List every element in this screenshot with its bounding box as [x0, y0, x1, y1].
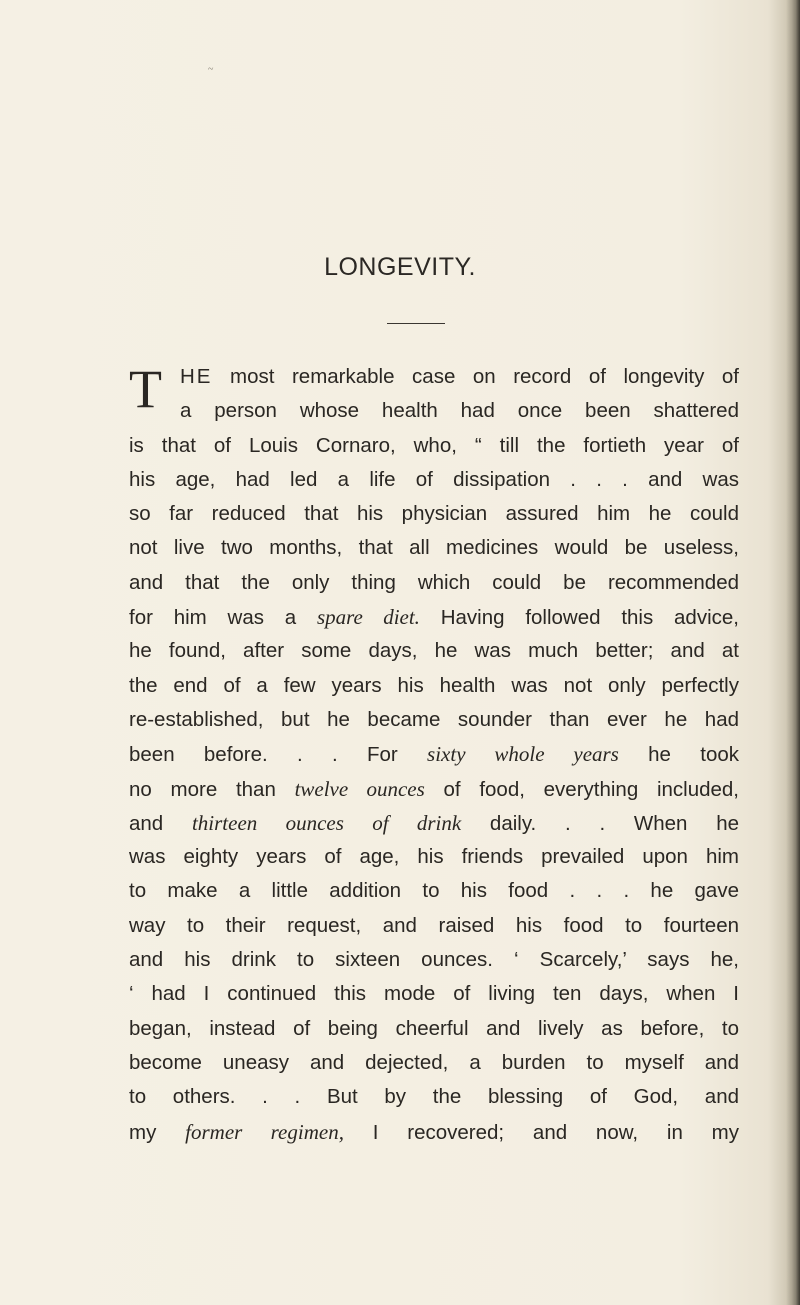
text-run: is that of Louis Cornaro, who, “ till the fortieth year of — [129, 433, 739, 457]
title-rule — [387, 323, 445, 324]
text-run: become uneasy and dejected, a burden to myself and — [129, 1050, 739, 1074]
text-line — [129, 394, 739, 428]
text-line — [129, 600, 739, 634]
text-run: to make a little addition to his food . . . he gave — [129, 879, 739, 903]
text-run: of food, everything included, — [424, 777, 739, 801]
text-line — [129, 669, 739, 703]
body-text — [129, 360, 739, 1149]
text-line — [129, 360, 739, 394]
text-run: ‘ had I continued this mode of living ten days, when I — [129, 982, 739, 1006]
text-run: re-established, but he became sounder than ever he had — [129, 707, 739, 731]
text-line — [129, 566, 739, 600]
text-line — [129, 703, 739, 737]
running-head: LONGEVITY. — [324, 253, 476, 281]
text-run: HE — [180, 365, 213, 388]
text-line — [129, 463, 739, 497]
text-run: been before. . . For — [129, 743, 428, 767]
text-line — [129, 806, 739, 840]
text-line — [129, 1115, 739, 1149]
text-run: and his drink to sixteen ounces. ‘ Scarcely,’ says he, — [129, 948, 739, 972]
text-run: no more than — [129, 777, 295, 801]
italic-phrase: spare diet. — [316, 605, 420, 630]
italic-phrase: thirteen ounces of drink — [191, 810, 462, 835]
text-run: his age, had led a life of dissipation . . . and was — [129, 467, 739, 491]
text-line — [129, 531, 739, 565]
text-line — [129, 840, 739, 874]
text-run: so far reduced that his physician assured him he could — [129, 502, 739, 526]
text-run: he found, after some days, he was much better; and at — [129, 639, 739, 663]
text-line — [129, 772, 739, 806]
text-line — [129, 943, 739, 977]
text-run: a person whose health had once been shattered — [180, 399, 739, 423]
text-line — [129, 497, 739, 531]
text-run: he took — [618, 743, 739, 767]
text-line — [129, 1046, 739, 1080]
text-line — [129, 909, 739, 943]
text-run: began, instead of being cheerful and lively as before, to — [129, 1016, 739, 1040]
text-run: most remarkable case on record of longevity of — [212, 365, 739, 388]
text-line — [129, 874, 739, 908]
text-run: and — [129, 811, 192, 835]
text-line — [129, 1012, 739, 1046]
text-run: I recovered; and now, in my — [343, 1120, 739, 1144]
text-run: to others. . . But by the blessing of God, and — [129, 1085, 739, 1109]
drop-cap: T — [129, 359, 162, 419]
text-run: for him was a — [129, 606, 317, 630]
text-run: and that the only thing which could be recommended — [129, 570, 739, 594]
italic-phrase: sixty whole years — [427, 742, 619, 767]
page-edge-shadow — [786, 0, 800, 1305]
italic-phrase: former regimen, — [185, 1119, 344, 1144]
text-line — [129, 977, 739, 1011]
text-run: Having followed this advice, — [419, 606, 739, 630]
text-run: daily. . . When he — [461, 811, 739, 835]
text-run: was eighty years of age, his friends prevailed upon him — [129, 845, 739, 869]
text-run: my — [129, 1120, 186, 1144]
page-speck: ~ — [208, 64, 214, 75]
text-run: the end of a few years his health was not only perfectly — [129, 673, 739, 697]
text-run: way to their request, and raised his food to fourteen — [129, 913, 739, 937]
text-line — [129, 1080, 739, 1114]
text-line — [129, 429, 739, 463]
text-line — [129, 737, 739, 771]
italic-phrase: twelve ounces — [294, 776, 425, 801]
text-run: not live two months, that all medicines would be useless, — [129, 536, 739, 560]
text-line — [129, 634, 739, 668]
